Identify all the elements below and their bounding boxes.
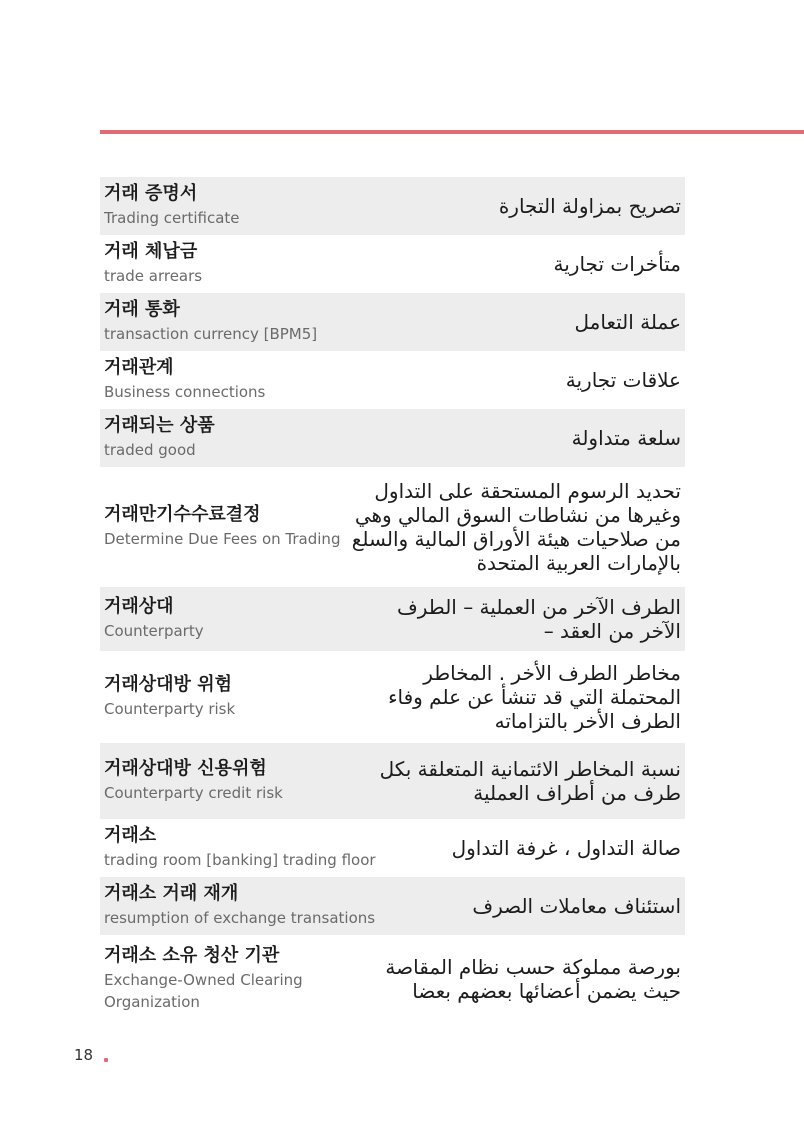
term-cell <box>104 357 265 403</box>
english-term: Exchange-Owned Clearing Organization <box>104 971 303 1011</box>
arabic-term: مخاطر الطرف الأخر . المخاطر المحتملة التي قد تنشأ عن علم وفاء الطرف الأخر بالتزاماته <box>388 661 681 733</box>
term-cell <box>104 183 240 229</box>
arabic-term: صالة التداول ، غرفة التداول <box>451 836 681 860</box>
korean-term: 거래상대방 위험 <box>104 674 232 695</box>
glossary-row <box>100 177 685 235</box>
korean-term: 거래소 거래 재개 <box>104 883 239 904</box>
english-term: resumption of exchange transations <box>104 909 376 927</box>
korean-term: 거래 통화 <box>104 299 180 320</box>
term-cell <box>104 415 215 461</box>
arabic-term: تحديد الرسوم المستحقة على التداول وغيرها من نشاطات السوق المالي وهي من صلاحيات هيئة الأوراق المالية والسلع بالإمارات العربية المتحدة <box>351 479 681 575</box>
term-cell <box>104 758 283 804</box>
arabic-term: نسبة المخاطر الائتمانية المتعلقة بكل طرف من أطراف العملية <box>379 757 681 805</box>
korean-term: 거래관계 <box>104 357 174 378</box>
term-cell <box>104 825 376 871</box>
arabic-term: متأخرات تجارية <box>553 252 681 276</box>
korean-term: 거래만기수수료결정 <box>104 504 261 525</box>
glossary-row <box>100 877 685 935</box>
korean-term: 거래소 <box>104 825 157 846</box>
term-cell <box>104 299 317 345</box>
english-term: Counterparty credit risk <box>104 784 283 802</box>
korean-term: 거래 증명서 <box>104 183 198 204</box>
arabic-term: استئناف معاملات الصرف <box>472 894 681 918</box>
glossary-row <box>100 935 685 1023</box>
glossary-row <box>100 235 685 293</box>
glossary-row <box>100 409 685 467</box>
glossary-row <box>100 351 685 409</box>
glossary-row <box>100 819 685 877</box>
term-cell <box>104 596 204 642</box>
term-cell <box>104 674 235 720</box>
english-term: trading room [banking] trading floor <box>104 851 376 869</box>
glossary-row <box>100 293 685 351</box>
english-term: Business connections <box>104 383 266 401</box>
english-term: Counterparty <box>104 622 204 640</box>
term-cell <box>104 883 375 929</box>
term-cell <box>104 945 334 1013</box>
korean-term: 거래상대 <box>104 596 174 617</box>
top-accent-rule <box>100 130 804 134</box>
glossary-table <box>100 177 685 1023</box>
korean-term: 거래소 소유 청산 기관 <box>104 945 280 966</box>
glossary-row <box>100 743 685 819</box>
english-term: trade arrears <box>104 267 203 285</box>
glossary-row <box>100 651 685 743</box>
korean-term: 거래상대방 신용위험 <box>104 758 267 779</box>
glossary-row <box>100 587 685 651</box>
page-number: 18 <box>74 1046 94 1064</box>
glossary-row <box>100 467 685 587</box>
korean-term: 거래되는 상품 <box>104 415 215 436</box>
term-cell <box>104 241 202 287</box>
arabic-term: علاقات تجارية <box>565 368 681 392</box>
english-term: Trading certificate <box>104 209 240 227</box>
arabic-term: بورصة مملوكة حسب نظام المقاصة حيث يضمن أعضائها بعضهم بعضا <box>385 955 681 1003</box>
english-term: Determine Due Fees on Trading <box>104 530 341 548</box>
english-term: transaction currency [BPM5] <box>104 325 318 343</box>
arabic-term: سلعة متداولة <box>571 426 681 450</box>
page-accent-dot <box>104 1058 108 1062</box>
arabic-term: عملة التعامل <box>574 310 681 334</box>
korean-term: 거래 체납금 <box>104 241 198 262</box>
term-cell <box>104 504 340 550</box>
arabic-term: الطرف الآخر من العملية – الطرف الآخر من العقد – <box>397 595 681 643</box>
arabic-term: تصريح بمزاولة التجارة <box>498 194 681 218</box>
english-term: Counterparty risk <box>104 700 236 718</box>
english-term: traded good <box>104 441 196 459</box>
